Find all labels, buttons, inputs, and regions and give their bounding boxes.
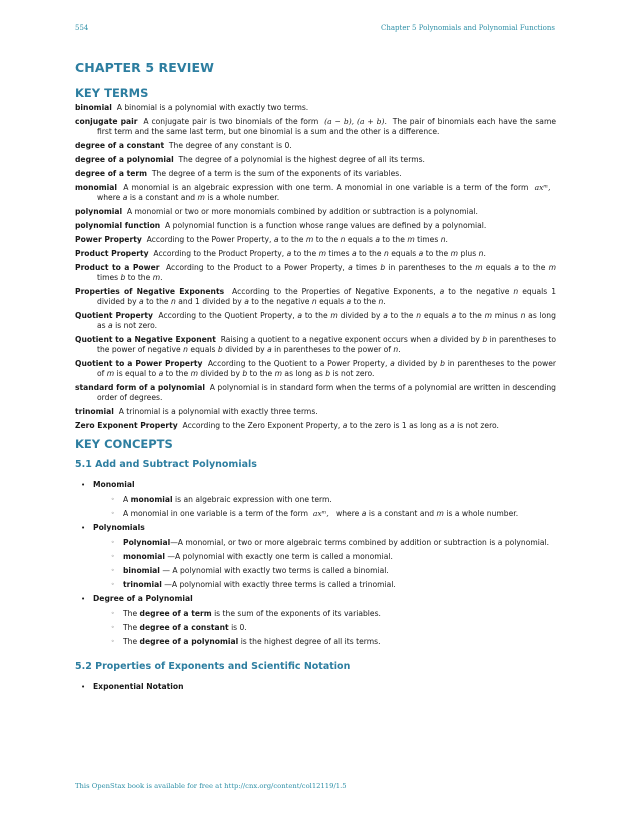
concepts-5-2-list	[75, 682, 556, 692]
term-binomial: binomial A binomial is a polynomial with exactly two terms.	[75, 103, 309, 112]
term-product-to-a-power: Product to a Power According to the Product to a Power Property, a times b in parentheses to the m equals a to the m times b to the m.	[75, 263, 557, 282]
term-power-property: Power Property According to the Power Property, a to the m to the n equals a to the m times n.	[75, 235, 448, 244]
chapter-title-header: Chapter 5 Polynomials and Polynomial Functions	[380, 24, 555, 32]
circle-bullet-icon: ◦	[111, 539, 115, 546]
term-degree-of-term: degree of a term The degree of a term is the sum of the exponents of its variables.	[75, 169, 402, 178]
key-terms-heading: KEY TERMS	[75, 86, 149, 100]
circle-bullet-icon: ◦	[111, 610, 115, 617]
circle-bullet-icon: ◦	[111, 567, 115, 574]
list-item: ◦ A monomial in one variable is a term of the form axᵐ, where a is a constant and m is a whole number.	[111, 509, 519, 518]
page-number: 554	[75, 24, 89, 32]
concept-exponential-notation: • Exponential Notation	[81, 682, 184, 691]
bullet-icon: •	[81, 595, 86, 603]
concepts-5-1-list	[75, 480, 556, 647]
circle-bullet-icon: ◦	[111, 581, 115, 588]
term-quotient-to-a-power: Quotient to a Power Property According to the Quotient to a Power Property, a divided by b in parentheses to the power of m is equal to a to the m divided by b to the m as long as b is not zero.	[75, 359, 557, 378]
term-polynomial: polynomial A monomial or two or more monomials combined by addition or subtraction is a polynomial.	[75, 207, 478, 216]
running-header	[75, 24, 555, 36]
term-conjugate-pair: conjugate pair A conjugate pair is two binomials of the form (a − b), (a + b). The pair of binomials each have the same first term and the same last term, but one binomial is a sum and the other is a difference.	[75, 117, 557, 136]
circle-bullet-icon: ◦	[111, 553, 115, 560]
bullet-icon: •	[81, 683, 86, 691]
list-item: ◦ trinomial —A polynomial with exactly three terms is called a trinomial.	[111, 580, 396, 589]
term-polynomial-function: polynomial function A polynomial function is a function whose range values are defined by a polynomial.	[75, 221, 487, 230]
list-item: ◦ binomial — A polynomial with exactly two terms is called a binomial.	[111, 566, 389, 575]
list-item: ◦ A monomial is an algebraic expression with one term.	[111, 495, 332, 504]
circle-bullet-icon: ◦	[111, 638, 115, 645]
term-standard-form: standard form of a polynomial A polynomial is in standard form when the terms of a polynomial are written in descending order of degrees.	[75, 383, 556, 402]
circle-bullet-icon: ◦	[111, 510, 115, 517]
list-item: ◦ Polynomial—A monomial, or two or more algebraic terms combined by addition or subtraction is a polynomial.	[111, 538, 550, 547]
term-zero-exponent: Zero Exponent Property According to the Zero Exponent Property, a to the zero is 1 as long as a is not zero.	[75, 421, 499, 430]
list-item: ◦ The degree of a polynomial is the highest degree of all its terms.	[111, 637, 381, 646]
list-item: ◦ monomial —A polynomial with exactly one term is called a monomial.	[111, 552, 393, 561]
circle-bullet-icon: ◦	[111, 496, 115, 503]
section-5-2-heading: 5.2 Properties of Exponents and Scientific Notation	[75, 661, 351, 672]
key-concepts-heading: KEY CONCEPTS	[75, 437, 173, 451]
concept-monomial: • Monomial ◦ A monomial is an algebraic expression with one term. ◦ A monomial in one variable is a term of the form axᵐ, where a is a constant and m is a whole number.	[93, 480, 556, 519]
term-degree-of-constant: degree of a constant The degree of any constant is 0.	[75, 141, 292, 150]
bullet-icon: •	[81, 524, 86, 532]
concept-polynomials: • Polynomials ◦ Polynomial—A monomial, or two or more algebraic terms combined by addition or subtraction is a polynomial. ◦ monomial —A polynomial with exactly one term is called a monomial. ◦ binomial — A polynomial with exactly two terms is called a binomial. ◦ trinomial —A polynomial with exactly three terms is called a trinomial.	[93, 523, 556, 590]
term-trinomial: trinomial A trinomial is a polynomial with exactly three terms.	[75, 407, 318, 416]
circle-bullet-icon: ◦	[111, 624, 115, 631]
chapter-review-heading: CHAPTER 5 REVIEW	[75, 60, 214, 75]
term-quotient-negative-exponent: Quotient to a Negative Exponent Raising a quotient to a negative exponent occurs when a divided by b in parentheses to the power of negative n equals b divided by a in parentheses to the power of n.	[75, 335, 557, 354]
term-degree-of-polynomial: degree of a polynomial The degree of a polynomial is the highest degree of all its terms.	[75, 155, 425, 164]
list-item: ◦ The degree of a constant is 0.	[111, 623, 247, 632]
term-quotient-property: Quotient Property According to the Quotient Property, a to the m divided by a to the n equals a to the m minus n as long as a is not zero.	[75, 311, 556, 330]
bullet-icon: •	[81, 481, 86, 489]
term-negative-exponents: Properties of Negative Exponents According to the Properties of Negative Exponents, a to the negative n equals 1 divided by a to the n and 1 divided by a to the negative n equals a to the n.	[75, 287, 557, 306]
term-product-property: Product Property According to the Product Property, a to the m times a to the n equals a to the m plus n.	[75, 249, 486, 258]
section-5-1-heading: 5.1 Add and Subtract Polynomials	[75, 459, 257, 470]
concept-degree: • Degree of a Polynomial ◦ The degree of a term is the sum of the exponents of its variables. ◦ The degree of a constant is 0. ◦ The degree of a polynomial is the highest degree of all its terms.	[93, 594, 556, 647]
page-content	[75, 60, 556, 698]
footer-note: This OpenStax book is available for free at http://cnx.org/content/col12119/1.5	[75, 782, 347, 790]
term-monomial: monomial A monomial is an algebraic expression with one term. A monomial in one variable is a term of the form axᵐ, where a is a constant and m is a whole number.	[75, 183, 551, 202]
list-item: ◦ The degree of a term is the sum of the exponents of its variables.	[111, 609, 381, 618]
